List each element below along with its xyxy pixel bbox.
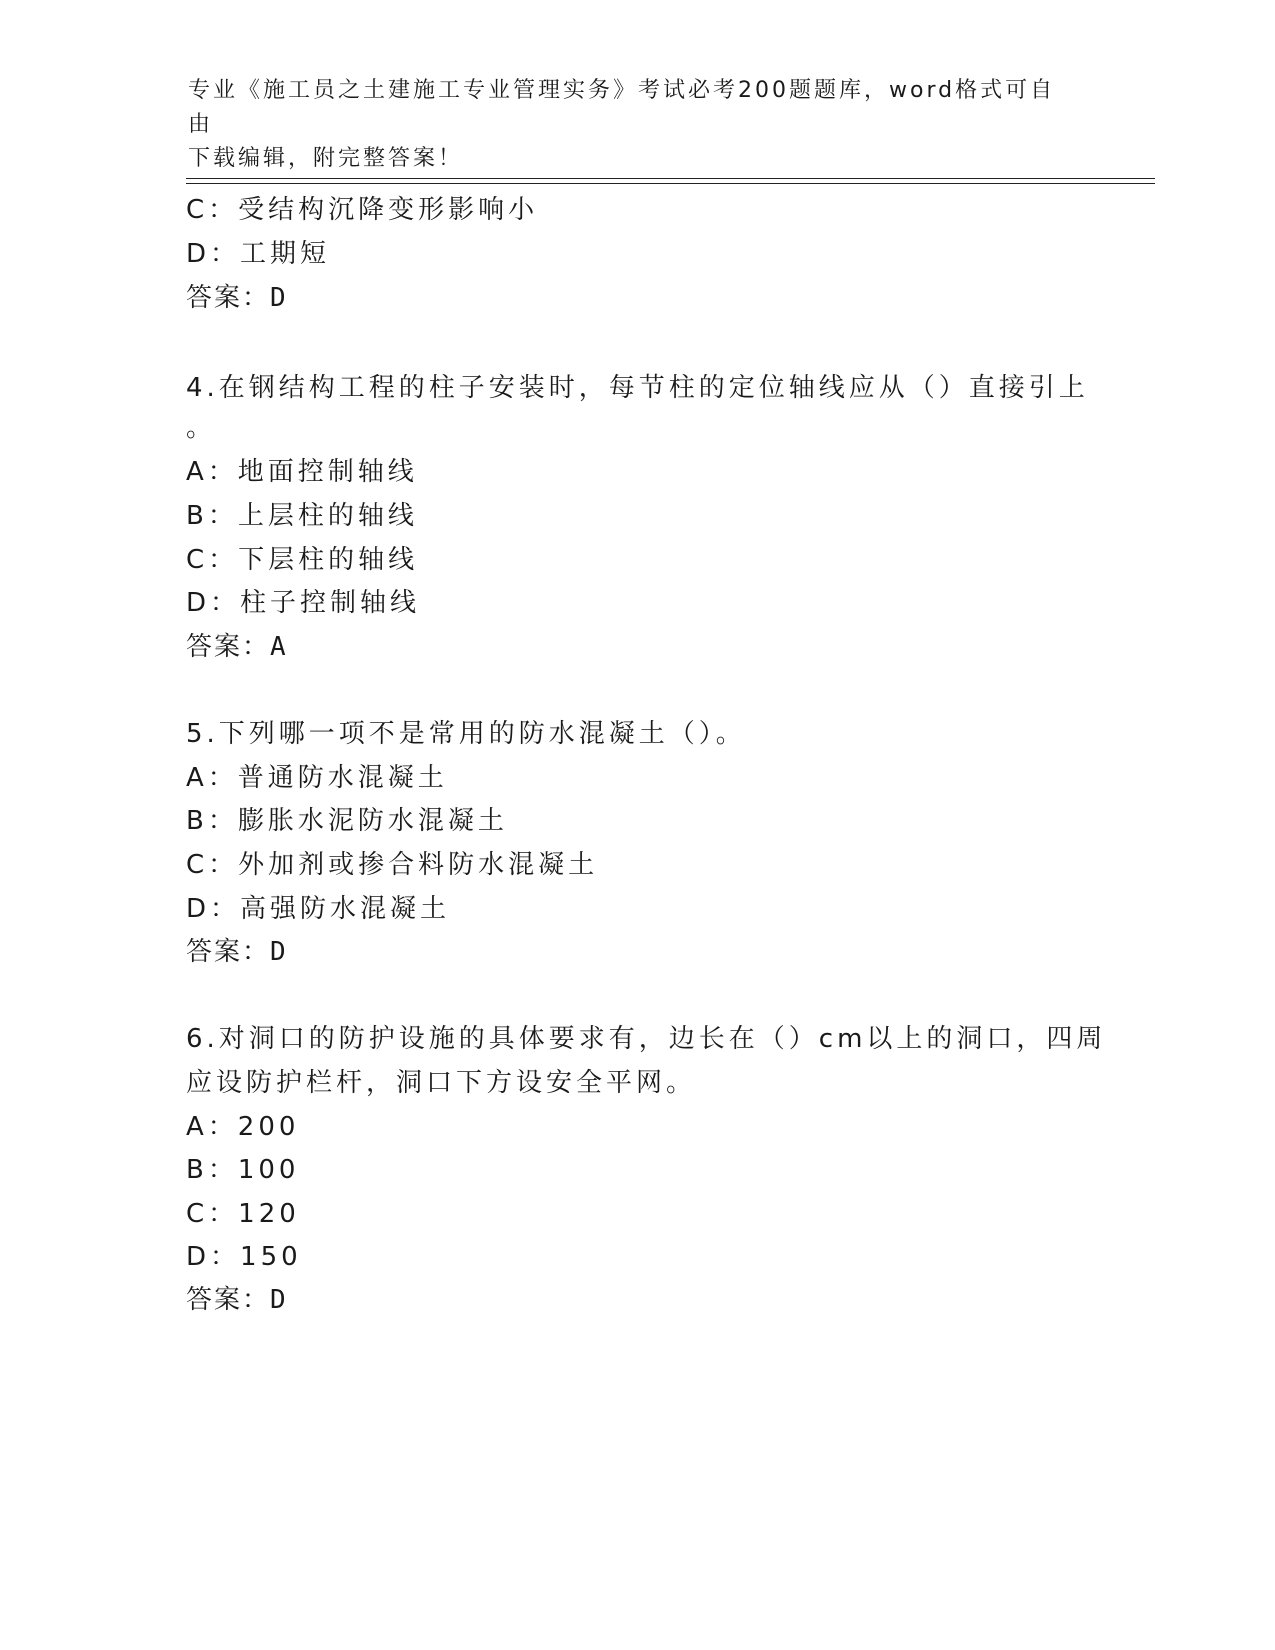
q5-answer: 答案：D	[186, 937, 288, 967]
q4-answer: 答案：A	[186, 632, 288, 662]
q4-stem-line-2: 。	[186, 413, 217, 443]
q6-stem-line-1: 6.对洞口的防护设施的具体要求有，边长在（）cm以上的洞口，四周	[186, 1024, 1107, 1054]
q6-option-c: C：120	[186, 1199, 300, 1229]
prev-option-d: D：工期短	[186, 239, 331, 269]
q4-option-c: C：下层柱的轴线	[186, 545, 419, 575]
q4-stem-line-1: 4.在钢结构工程的柱子安装时，每节柱的定位轴线应从（）直接引上	[186, 373, 1089, 403]
q6-option-d: D：150	[186, 1242, 302, 1272]
q5-option-b: B：膨胀水泥防水混凝土	[186, 806, 508, 836]
q6-stem-line-2: 应设防护栏杆，洞口下方设安全平网。	[186, 1068, 697, 1098]
q4-option-b: B：上层柱的轴线	[186, 501, 418, 531]
document-header	[188, 74, 1068, 176]
q6-answer: 答案：D	[186, 1285, 288, 1315]
q5-option-d: D：高强防水混凝土	[186, 894, 451, 924]
prev-answer: 答案：D	[186, 283, 288, 313]
q5-stem-line-1: 5.下列哪一项不是常用的防水混凝土（）。	[186, 719, 746, 749]
q5-option-a: A：普通防水混凝土	[186, 763, 448, 793]
q4-option-d: D：柱子控制轴线	[186, 588, 421, 618]
header-line-2: 下载编辑，附完整答案！	[188, 146, 464, 171]
q5-option-c: C：外加剂或掺合料防水混凝土	[186, 850, 599, 880]
header-divider-bottom	[186, 183, 1155, 184]
header-divider-top	[186, 178, 1155, 179]
q4-option-a: A：地面控制轴线	[186, 457, 418, 487]
header-line-1: 专业《施工员之土建施工专业管理实务》考试必考200题题库，word格式可自由	[188, 78, 1056, 137]
q6-option-a: A：200	[186, 1112, 300, 1142]
prev-option-c: C：受结构沉降变形影响小	[186, 195, 539, 225]
q6-option-b: B：100	[186, 1155, 300, 1185]
